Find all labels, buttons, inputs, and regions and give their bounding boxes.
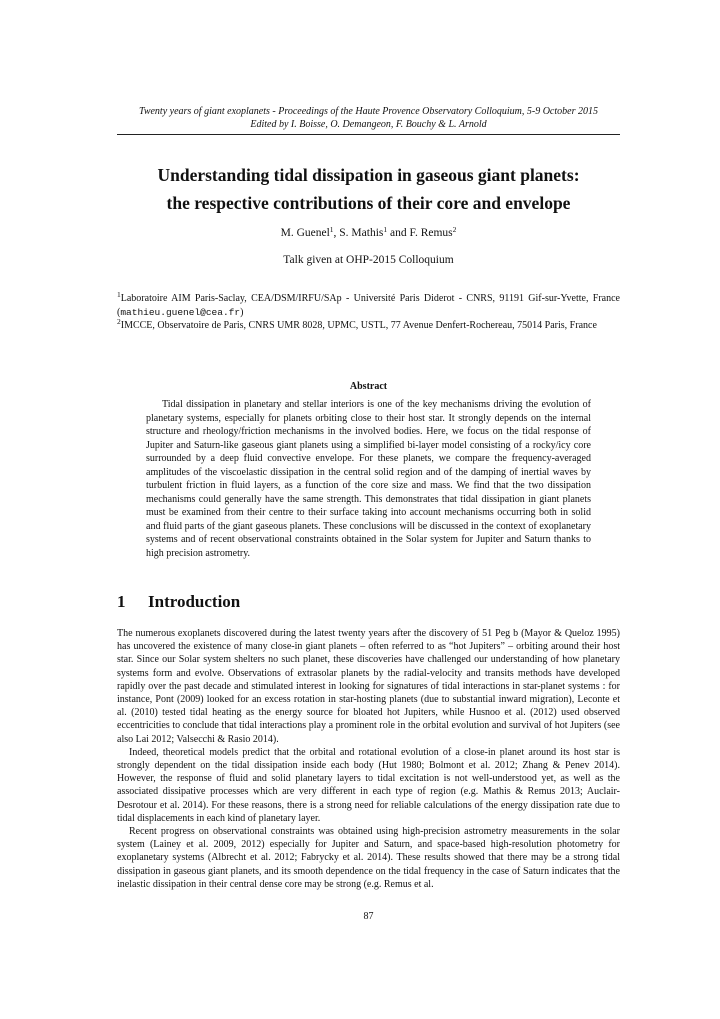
introduction-body — [117, 627, 620, 891]
affiliation-1-mark: 1 — [117, 290, 121, 299]
running-header — [117, 105, 620, 131]
author-2: S. Mathis — [339, 227, 384, 239]
paper-title — [117, 161, 620, 217]
author-separator: and — [387, 227, 410, 239]
author-2-affiliation-mark: 1 — [383, 225, 388, 234]
author-list — [117, 226, 620, 240]
section-heading-introduction — [117, 592, 620, 612]
introduction-paragraph-3: Recent progress on observational constraints was obtained using high-precision astrometry measurements in the solar system (Lainey et al. 2009, 2012) especially for Jupiter and Saturn, and space-based high-resolution photometry for exoplanetary systems (Albrecht et al. 2012; Fabrycky et al. 2014). These results showed that there may be a strong tidal dissipation in gaseous giant planets, and its smooth dependence on the tidal frequency in the case of Saturn indicates that the inelastic dissipation in their central dense core may be strong (e.g. Remus et al. — [117, 826, 620, 890]
page-number: 87 — [363, 911, 374, 922]
affiliation-2-mark: 2 — [117, 317, 121, 326]
abstract-text: Tidal dissipation in planetary and stellar interiors is one of the key mechanisms driving the evolution of planetary systems, especially for planets orbiting close to their host star. It strongly depends on the internal structure and rheology/friction mechanisms in the involved bodies. Here, we focus on the tidal response of Jupiter and Saturn-like gaseous giant planets using a simplified bi-layer model consisting of a rocky/icy core surrounded by a deep fluid convective envelope. For these planets, we compare the frequency-averaged amplitudes of the viscoelastic dissipation in the central solid region and of the damping of inertial waves by turbulent friction in fluid layers, as a function of the core size and mass. We find that the two dissipation mechanisms could generally have the same strength. This demonstrates that tidal dissipation in giant planets must be examined from their centre to their surface taking into account mechanisms occurring both in solid and fluid parts of the giant gaseous planets. These conclusions will be discussed in the context of exoplanetary systems and of recent observational constraints obtained in the Solar system for Jupiter and Saturn thanks to high precision astrometry. — [146, 399, 591, 560]
introduction-paragraph-2: Indeed, theoretical models predict that the orbital and rotational evolution of a close-in planet around its host star is strongly dependent on the tidal dissipation inside each body (Hut 1980; Bolmont et al. 2012; Zhang & Penev 2014). However, the response of fluid and solid planetary layers to tidal excitation is not well-understood yet, as well as the associated dissipative processes which are very different in each type of region (e.g. Mathis & Remus 2013; Auclair-Desrotour et al. 2014). For these reasons, there is a strong need for reliable calculations of the energy dissipation rate due to tidal displacements in each kind of planetary layer. — [117, 746, 620, 824]
author-email-link[interactable]: mathieu.guenel@cea.fr — [120, 306, 241, 318]
section-number: 1 — [117, 592, 126, 611]
author-3: F. Remus — [409, 227, 453, 239]
header-rule — [117, 134, 620, 135]
author-separator: , — [333, 227, 340, 239]
author-1-affiliation-mark: 1 — [329, 225, 334, 234]
running-header-editors: Edited by I. Boisse, O. Demangeon, F. Bouchy & L. Arnold — [250, 119, 487, 130]
affiliation-2-text: IMCCE, Observatoire de Paris, CNRS UMR 8028, UPMC, USTL, 77 Avenue Denfert-Rochereau, 75014 Paris, France — [120, 320, 597, 331]
talk-note: Talk given at OHP-2015 Colloquium — [283, 254, 454, 266]
abstract-heading: Abstract — [349, 381, 388, 392]
affiliation-1-close: ) — [240, 306, 244, 318]
introduction-paragraph-1: The numerous exoplanets discovered during the latest twenty years after the discovery of 51 Peg b (Mayor & Queloz 1995) has uncovered the existence of many close-in giant planets – often referred to as “hot Jupiters” – orbiting around their host star. Since our Solar system shelters no such planet, these discoveries have challenged our understanding of how planetary systems form and evolve. Observations of extrasolar planets by the radial-velocity and transits methods have developed rapidly over the past decade and stimulated interest in looking for signatures of tidal interactions in star-planet systems : for instance, Pont (2009) looked for an excess rotation in star-hosting planets (due to substantial inward migration), Leconte et al. (2010) tested tidal heating as the energy source for bloated hot Jupiters, while Husnoo et al. (2012) used observed eccentricities to conclude that tidal interactions play a prominent role in the orbital evolution and survival of hot Jupiters (see also Lai 2012; Valsecchi & Rasio 2014). — [117, 628, 620, 745]
author-1: M. Guenel — [280, 227, 330, 239]
affiliation-1 — [117, 292, 620, 319]
affiliations — [117, 292, 620, 333]
affiliation-1-text: Laboratoire AIM Paris-Saclay, CEA/DSM/IRFU/SAp - Université Paris Diderot - CNRS, 91191 Gif-sur-Yvette, France ( — [117, 293, 620, 318]
author-3-affiliation-mark: 2 — [452, 225, 457, 234]
affiliation-2 — [117, 319, 620, 333]
running-header-proceedings: Twenty years of giant exoplanets - Proceedings of the Haute Provence Observatory Colloquium, 5-9 October 2015 — [139, 106, 598, 117]
paper-title-line-1: Understanding tidal dissipation in gaseous giant planets: — [157, 165, 580, 185]
section-title: Introduction — [148, 592, 241, 611]
paper-title-line-2: the respective contributions of their core and envelope — [166, 193, 571, 213]
